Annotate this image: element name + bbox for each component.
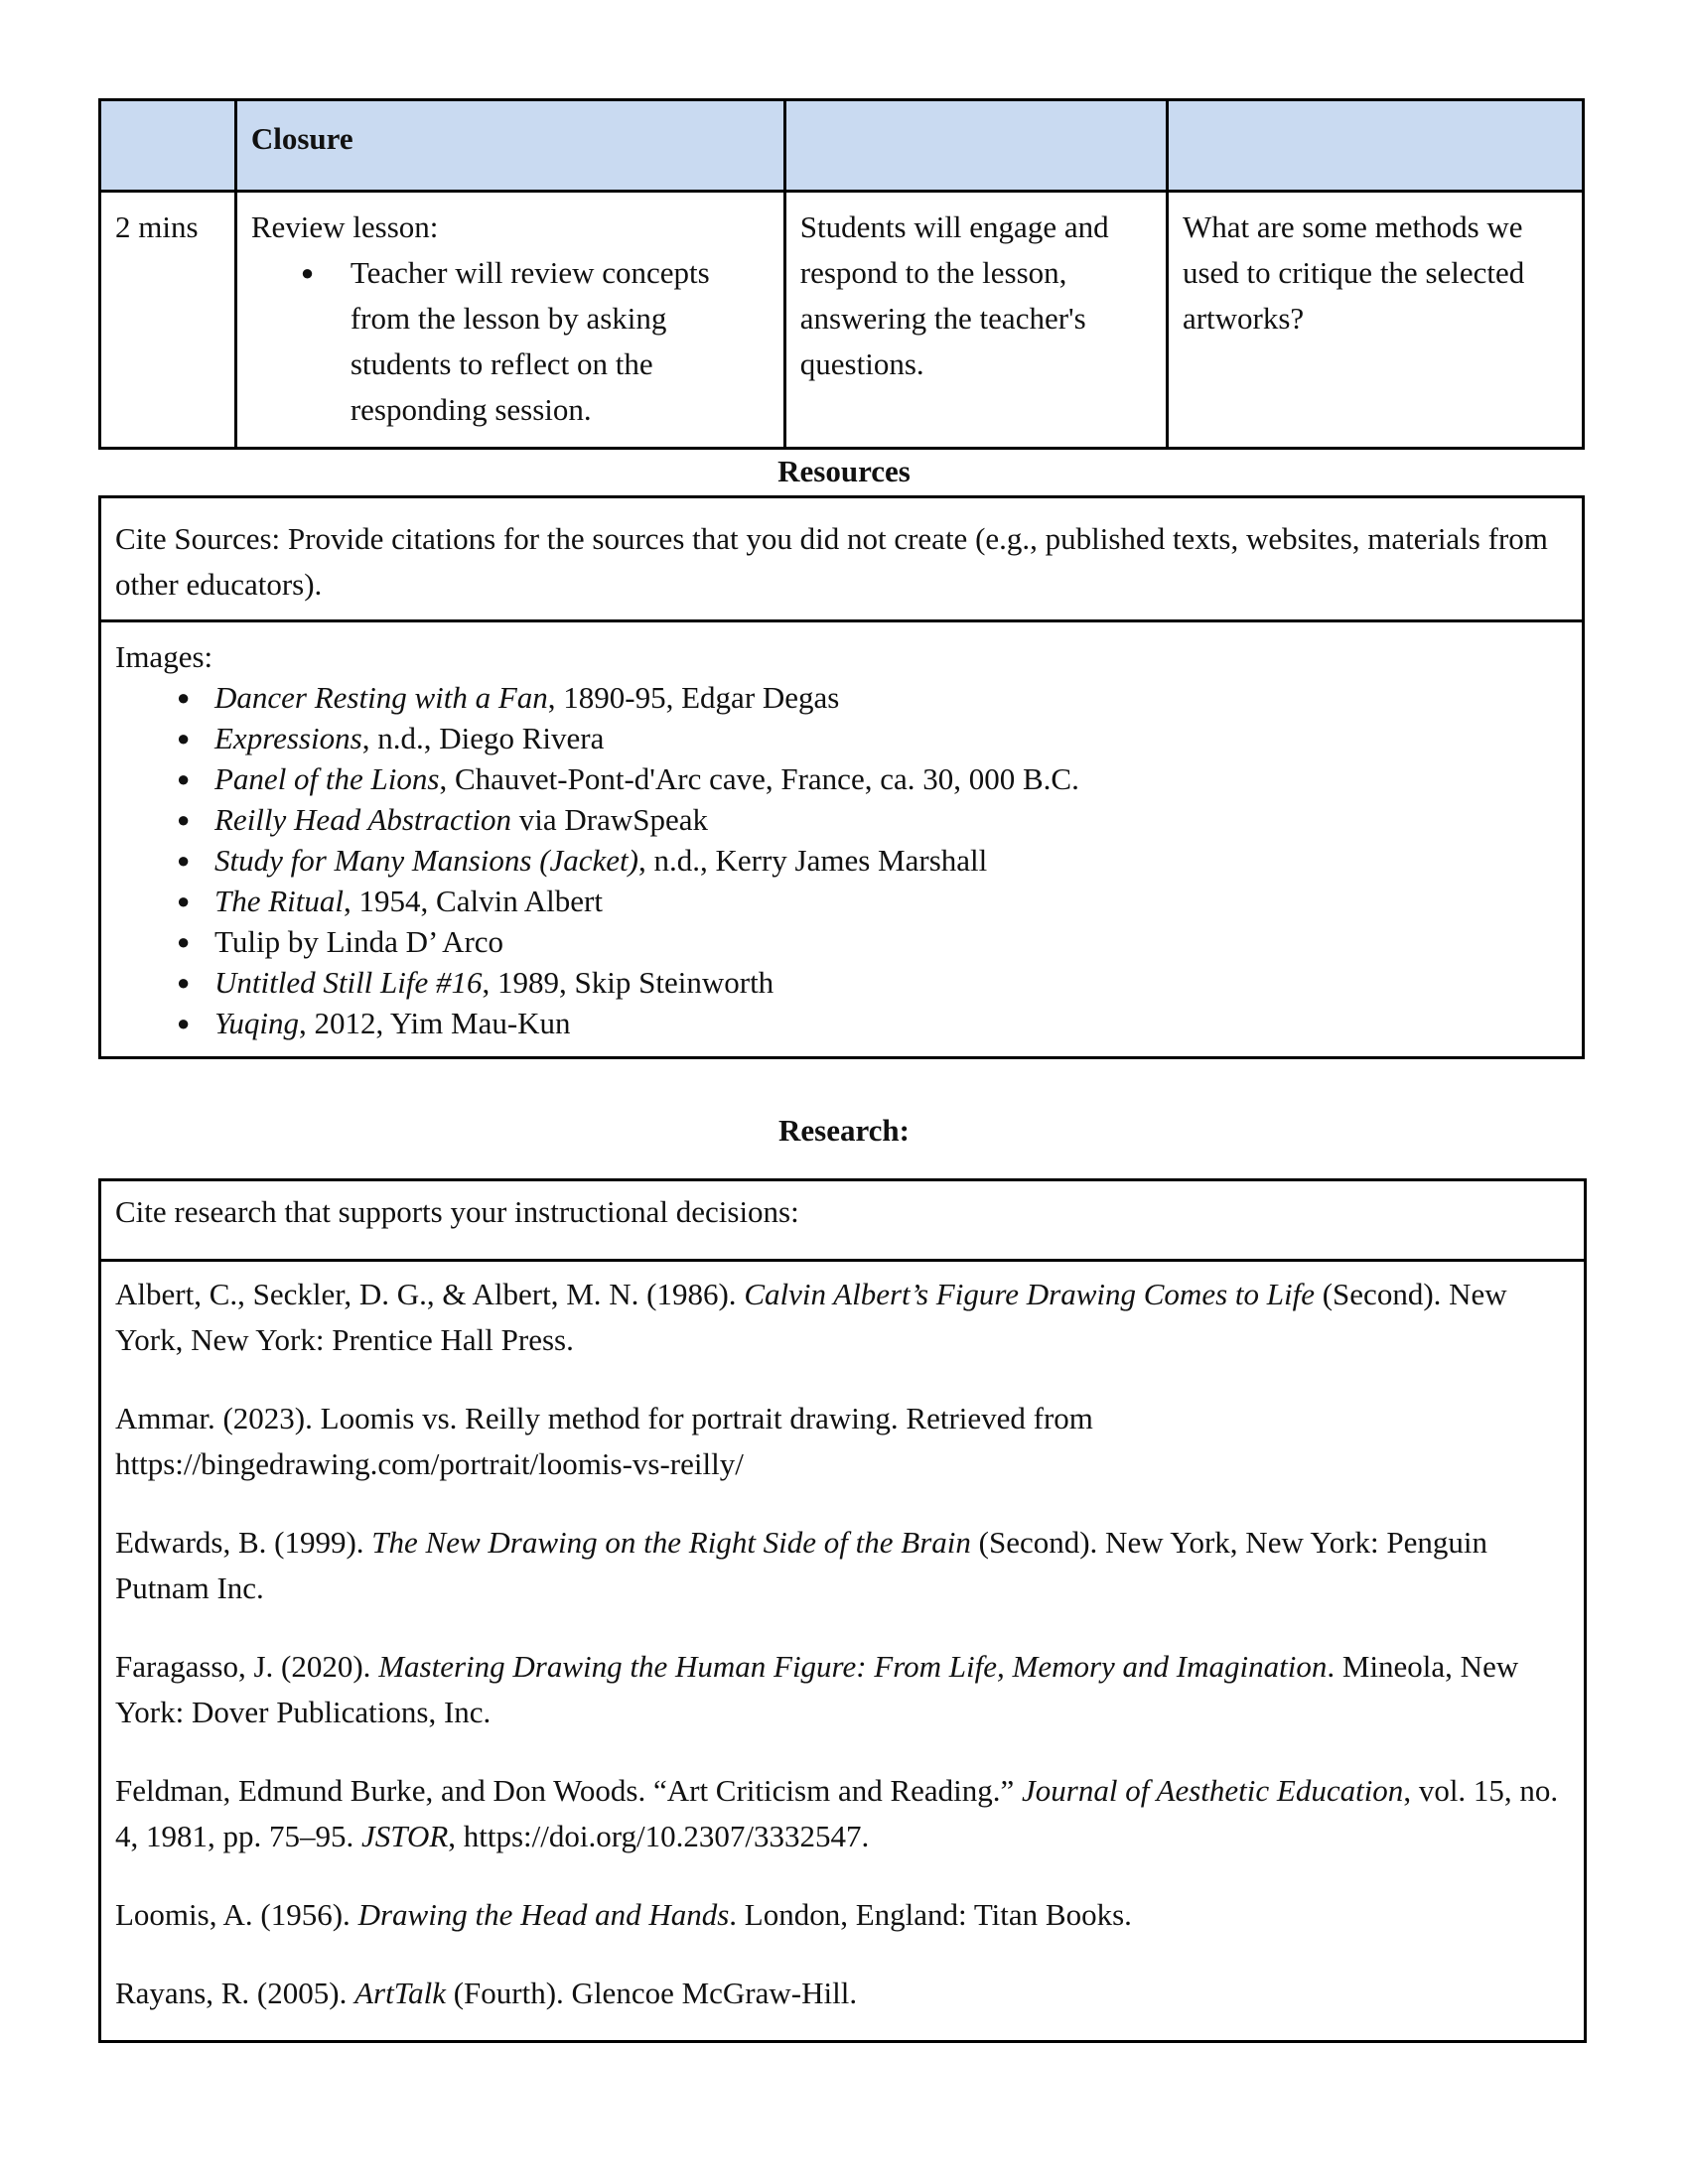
image-citation <box>115 840 1568 881</box>
resources-images-section <box>101 622 1582 1043</box>
closure-header-row <box>100 100 1584 192</box>
reference-text: (Second). New York, New York: Penguin Putnam Inc. <box>115 1525 1488 1605</box>
reference-entry <box>115 1520 1570 1611</box>
image-citation <box>115 758 1568 799</box>
image-citation <box>115 921 1568 962</box>
reference-text: Albert, C., Seckler, D. G., & Albert, M. N. (1986). <box>115 1277 745 1311</box>
reference-entry <box>115 1272 1570 1363</box>
reference-italic-title: JSTOR <box>361 1819 449 1853</box>
image-citation <box>115 881 1568 921</box>
header-time-cell <box>100 100 236 192</box>
students-cell <box>784 192 1167 449</box>
research-title: Research: <box>778 1113 910 1148</box>
resources-box <box>98 495 1585 1059</box>
image-title: Panel of the Lions <box>214 761 440 796</box>
closure-table <box>98 98 1585 450</box>
activity-title: Review lesson: <box>250 209 439 244</box>
reference-entry <box>115 1768 1570 1859</box>
activity-bullet: ● Teacher will review concepts from the lesson by asking students to reflect on the responding session. <box>251 250 770 433</box>
reference-italic-title: Drawing the Head and Hands <box>357 1897 730 1932</box>
image-citation <box>115 677 1568 718</box>
reference-text: (Second). New York, New York: Prentice Hall Press. <box>115 1277 1507 1357</box>
image-title: Reilly Head Abstraction <box>214 802 512 837</box>
images-label: Images: <box>115 639 213 674</box>
activity-cell <box>235 192 784 449</box>
image-title: Study for Many Mansions (Jacket) <box>214 843 638 878</box>
resources-cite-instructions: Cite Sources: Provide citations for the sources that you did not create (e.g., published texts, websites, materials from other educators). <box>101 498 1582 622</box>
activity-bullets <box>251 250 770 433</box>
image-details: Tulip by Linda D’ Arco <box>214 924 504 959</box>
images-list <box>115 677 1568 1043</box>
resources-title: Resources <box>777 454 911 488</box>
reference-text: (Fourth). Glencoe McGraw-Hill. <box>445 1976 858 2010</box>
reference-italic-title: ArtTalk <box>354 1976 446 2010</box>
reference-text: , https://doi.org/10.2307/3332547. <box>448 1819 870 1853</box>
image-title: Untitled Still Life #16 <box>214 965 483 1000</box>
reference-entry <box>115 1892 1570 1938</box>
header-activity-cell <box>235 100 784 192</box>
image-title: Yuqing <box>214 1006 300 1040</box>
research-box <box>98 1178 1587 2043</box>
header-questions-cell <box>1167 100 1583 192</box>
reference-text: Faragasso, J. (2020). <box>115 1649 379 1684</box>
reference-entry <box>115 1971 1570 2016</box>
students-text: Students will engage and respond to the lesson, answering the teacher's questions. <box>799 209 1109 381</box>
questions-cell <box>1167 192 1583 449</box>
image-title: The Ritual <box>214 884 345 918</box>
image-citation <box>115 799 1568 840</box>
reference-text: , vol. 15, no. 4, 1981, pp. 75–95. <box>115 1773 1559 1853</box>
image-title: Dancer Resting with a Fan <box>214 680 548 715</box>
time-cell <box>100 192 236 449</box>
image-details: , Chauvet-Pont-d'Arc cave, France, ca. 30, 000 B.C. <box>439 761 1079 796</box>
research-instructions: Cite research that supports your instructional decisions: <box>101 1181 1584 1262</box>
reference-text: . Mineola, New York: Dover Publications, Inc. <box>115 1649 1519 1729</box>
closure-heading: Closure <box>250 121 353 156</box>
image-citation <box>115 718 1568 758</box>
image-title: Expressions <box>214 721 362 755</box>
reference-text: Edwards, B. (1999). <box>115 1525 372 1560</box>
image-details: , 1989, Skip Steinworth <box>482 965 774 1000</box>
image-details: via DrawSpeak <box>511 802 709 837</box>
image-details: , n.d., Diego Rivera <box>361 721 605 755</box>
image-details: , n.d., Kerry James Marshall <box>638 843 988 878</box>
reference-text: Ammar. (2023). Loomis vs. Reilly method for portrait drawing. Retrieved from https://bingedrawing.com/portrait/loomis-vs-reilly/ <box>115 1401 1093 1481</box>
research-references <box>101 1262 1584 2049</box>
reference-text: Loomis, A. (1956). <box>115 1897 358 1932</box>
closure-body-row <box>100 192 1584 449</box>
header-students-cell <box>784 100 1167 192</box>
reference-text: . London, England: Titan Books. <box>729 1897 1132 1932</box>
reference-italic-title: Mastering Drawing the Human Figure: From Life, Memory and Imagination <box>378 1649 1328 1684</box>
reference-italic-title: Journal of Aesthetic Education <box>1022 1773 1404 1808</box>
reference-italic-title: Calvin Albert’s Figure Drawing Comes to Life <box>744 1277 1315 1311</box>
reference-italic-title: The New Drawing on the Right Side of the Brain <box>371 1525 971 1560</box>
image-citation <box>115 1003 1568 1043</box>
reference-entry <box>115 1396 1570 1487</box>
image-details: , 1890-95, Edgar Degas <box>547 680 840 715</box>
image-details: , 2012, Yim Mau-Kun <box>299 1006 571 1040</box>
questions-text: What are some methods we used to critique the selected artworks? <box>1182 209 1525 336</box>
reference-text: Rayans, R. (2005). <box>115 1976 355 2010</box>
reference-entry <box>115 1644 1570 1735</box>
time-value: 2 mins <box>115 209 199 244</box>
image-citation <box>115 962 1568 1003</box>
reference-text: Feldman, Edmund Burke, and Don Woods. “Art Criticism and Reading.” <box>115 1773 1023 1808</box>
image-details: , 1954, Calvin Albert <box>344 884 603 918</box>
